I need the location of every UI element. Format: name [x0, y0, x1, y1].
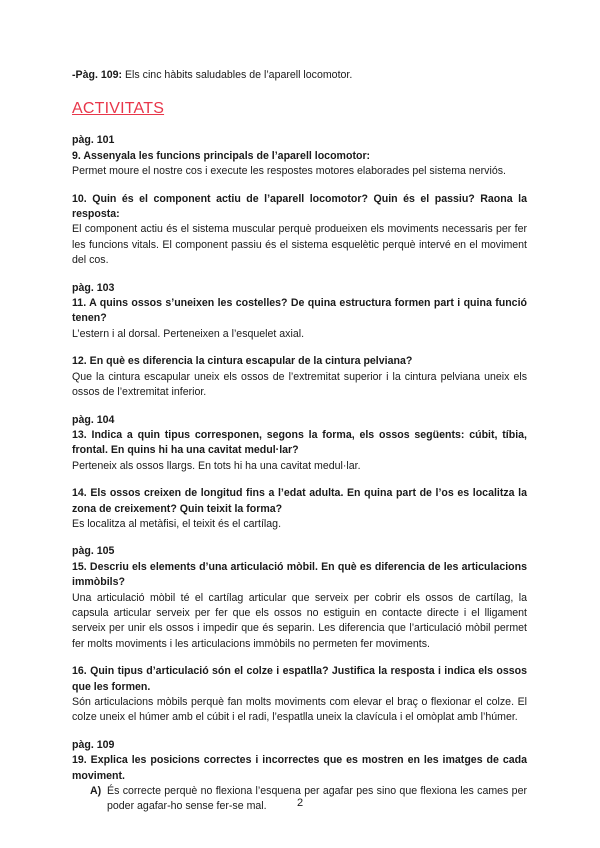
question: 19. Explica les posicions correctes i incorrectes que es mostren en les imatges de cada moviment.	[72, 754, 527, 782]
page-reference: pàg. 105	[72, 545, 115, 558]
activities-list	[72, 133, 527, 814]
activity-item	[72, 413, 527, 475]
page-reference: pàg. 101	[72, 134, 115, 147]
answer: Perteneix als ossos llargs. En tots hi ha una cavitat medul·lar.	[72, 459, 361, 472]
page-number: 2	[296, 797, 304, 809]
question: 14. Els ossos creixen de longitud fins a l’edat adulta. En quina part de l’os es localitza la zona de creixement? Quin teixit la forma?	[72, 487, 527, 515]
question: 16. Quin tipus d’articulació són el colze i espatlla? Justifica la resposta i indica els ossos que les formen.	[72, 665, 527, 693]
activities-heading: ACTIVITATS	[72, 100, 165, 118]
answer: Permet moure el nostre cos i execute les respostes motores elaborades pel sistema nerviós.	[72, 165, 506, 178]
activity-item	[72, 281, 527, 343]
question: 13. Indica a quin tipus corresponen, segons la forma, els ossos següents: cúbit, tíbia, frontal. En quins hi ha una cavitat medul·lar?	[72, 428, 527, 457]
activity-item	[72, 192, 527, 269]
page-reference: pàg. 109	[72, 738, 115, 751]
answer: L’estern i al dorsal. Perteneixen a l’esquelet axial.	[72, 327, 305, 340]
sub-answer-text: És correcte perquè no flexiona l’esquena per agafar pes sino que flexiona les cames per poder agafar-ho sense fer-se mal.	[107, 785, 527, 813]
question: 15. Descriu els elements d’una articulació mòbil. En què es diferencia de les articulacions immòbils?	[72, 560, 527, 589]
question: 10. Quin és el component actiu de l’aparell locomotor? Quin és el passiu? Raona la resposta:	[72, 192, 527, 221]
activity-item	[72, 133, 527, 179]
answer: Es localitza al metàfisi, el teixit és el cartílag.	[72, 517, 282, 530]
document-page	[72, 68, 527, 827]
answer: El component actiu és el sistema muscular perquè produeixen els moviments necessaris per fer les funcions vitals. El component passiu és el sistema esquelètic perquè intervé en el moviment del cos.	[72, 223, 527, 267]
page-reference: pàg. 103	[72, 281, 115, 294]
page-reference: pàg. 104	[72, 413, 115, 426]
question: 11. A quins ossos s’uneixen les costelles? De quina estructura formen part i quina funció tenen?	[72, 297, 527, 325]
activity-item	[72, 544, 527, 652]
activity-item	[72, 664, 527, 726]
intro-text: Els cinc hàbits saludables de l’aparell locomotor.	[122, 69, 353, 81]
activity-item	[72, 354, 527, 400]
activity-item	[72, 486, 527, 532]
intro-ref: -Pàg. 109:	[72, 69, 123, 81]
question: 12. En què es diferencia la cintura escapular de la cintura pelviana?	[72, 355, 413, 368]
intro-line	[72, 68, 527, 83]
sub-answer-label: A)	[90, 785, 102, 798]
answer: Una articulació mòbil té el cartílag articular que serveix per cobrir els ossos de cartílag, la capsula articular serveix per fer que els ossos no estiguin en contacte directe i el lligament serveix per unir els ossos i impedir que és separin. Les diferencia que l’articulació mòbil permet fer molts moviments i les articulacions immòbils no permeten fer moviments.	[72, 591, 527, 650]
answer: Que la cintura escapular uneix els ossos de l’extremitat superior i la cintura pelviana uneix els ossos de l’extremitat inferior.	[72, 370, 527, 399]
question: 9. Assenyala les funcions principals de l’aparell locomotor:	[72, 149, 371, 162]
answer: Són articulacions mòbils perquè fan molts moviments com elevar el braç o flexionar el colze. El colze uneix el húmer amb el cúbit i el radi, l’espatlla uneix la clavícula i el omòplat amb l’húmer.	[72, 696, 527, 724]
